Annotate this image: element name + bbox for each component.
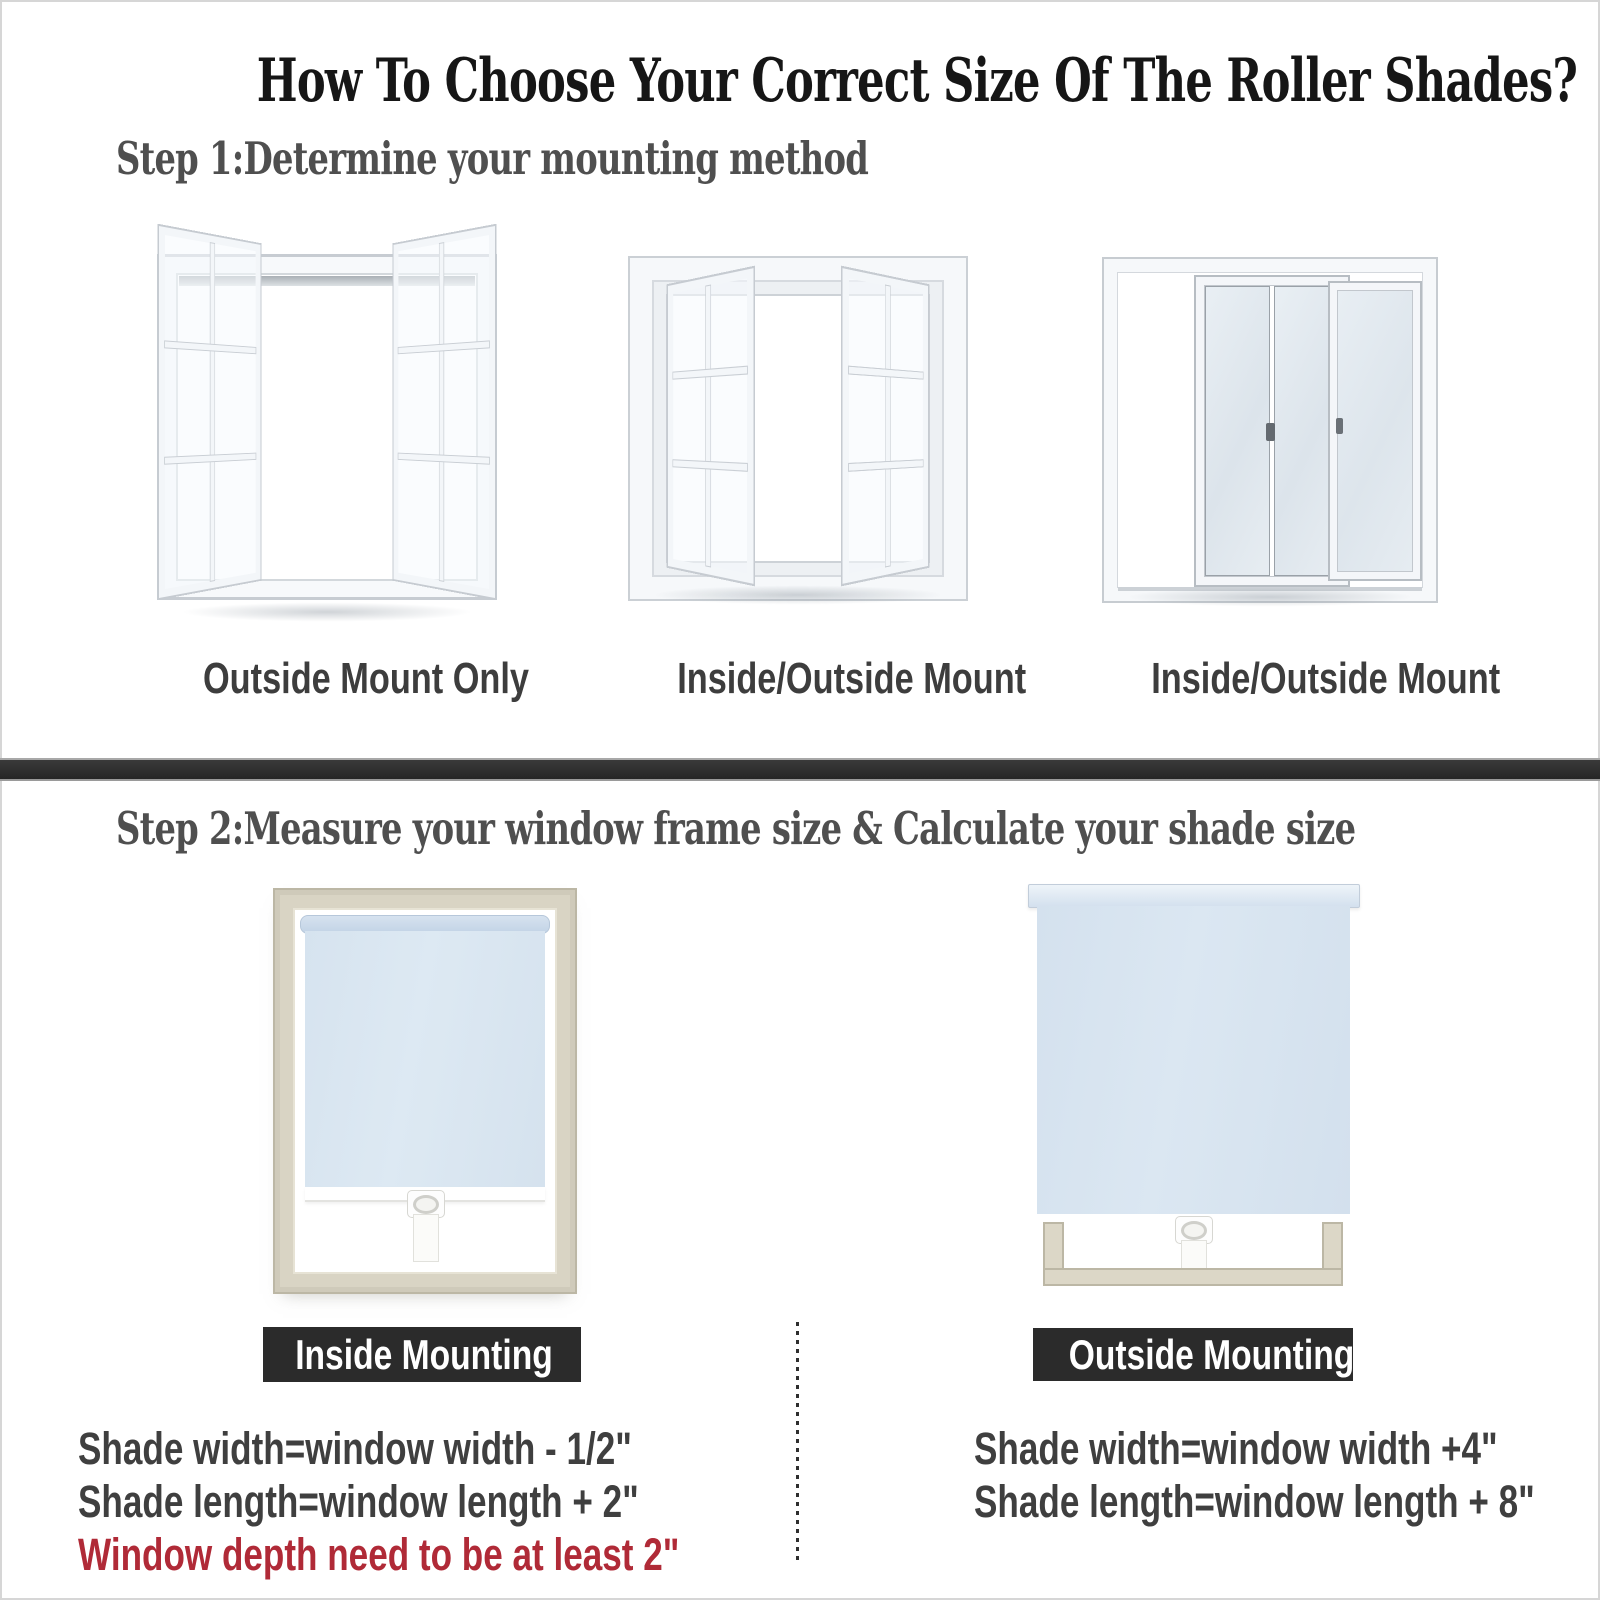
page-title-text: How To Choose Your Correct Size Of The Roller Shades? — [256, 46, 1578, 116]
window-frame-bottom — [1043, 1268, 1343, 1286]
outside-mount-shade-fabric — [1037, 906, 1350, 1214]
window-sash-left — [159, 226, 260, 598]
formula-shade-width: Shade width=window width +4" — [974, 1423, 1498, 1474]
step2-heading: Step 2:Measure your window frame size & Calculate your shade size — [116, 802, 1356, 855]
page-title — [0, 46, 1600, 116]
sliding-panel-middle — [1194, 275, 1350, 587]
inside-mounting-formulas — [78, 1422, 849, 1581]
pull-ring-icon — [1181, 1221, 1207, 1240]
pull-ring-icon — [413, 1195, 439, 1214]
casement-window-inward-image — [628, 256, 968, 601]
glass-pane — [1205, 286, 1270, 576]
window-opening — [293, 908, 557, 1274]
outside-mount-shade-headrail — [1028, 884, 1360, 908]
window-handle — [1266, 423, 1275, 441]
window-sash-left — [668, 268, 754, 584]
inside-mounting-label: Inside Mounting — [263, 1327, 581, 1382]
figure-label-outside-mount-only: Outside Mount Only — [202, 654, 530, 703]
formula-shade-length: Shade length=window length + 2" — [78, 1476, 639, 1527]
sliding-panel-right — [1328, 281, 1422, 581]
sliding-window-image — [1102, 257, 1438, 603]
outside-mounting-formulas — [974, 1422, 1600, 1528]
formula-shade-length: Shade length=window length + 8" — [974, 1476, 1535, 1527]
inside-mount-shade-image — [273, 888, 577, 1294]
shade-fabric — [305, 931, 545, 1187]
window-handle — [1336, 418, 1343, 434]
shadow — [1122, 587, 1418, 607]
shadow — [177, 602, 476, 622]
shadow — [648, 585, 947, 605]
casement-window-outward-image — [157, 238, 497, 618]
figure-label-inside-outside-mount-1: Inside/Outside Mount — [677, 654, 1027, 703]
formula-shade-width: Shade width=window width - 1/2" — [78, 1423, 632, 1474]
outside-mounting-label: Outside Mounting — [1033, 1328, 1353, 1381]
figure-label-inside-outside-mount-2: Inside/Outside Mount — [1151, 654, 1501, 703]
window-depth-warning: Window depth need to be at least 2" — [78, 1529, 680, 1580]
step1-heading: Step 1:Determine your mounting method — [116, 132, 869, 185]
section-divider-bar — [0, 758, 1600, 781]
window-sash-right — [842, 268, 928, 584]
window-sash-right — [394, 226, 495, 598]
shade-pull-strap — [413, 1214, 439, 1262]
